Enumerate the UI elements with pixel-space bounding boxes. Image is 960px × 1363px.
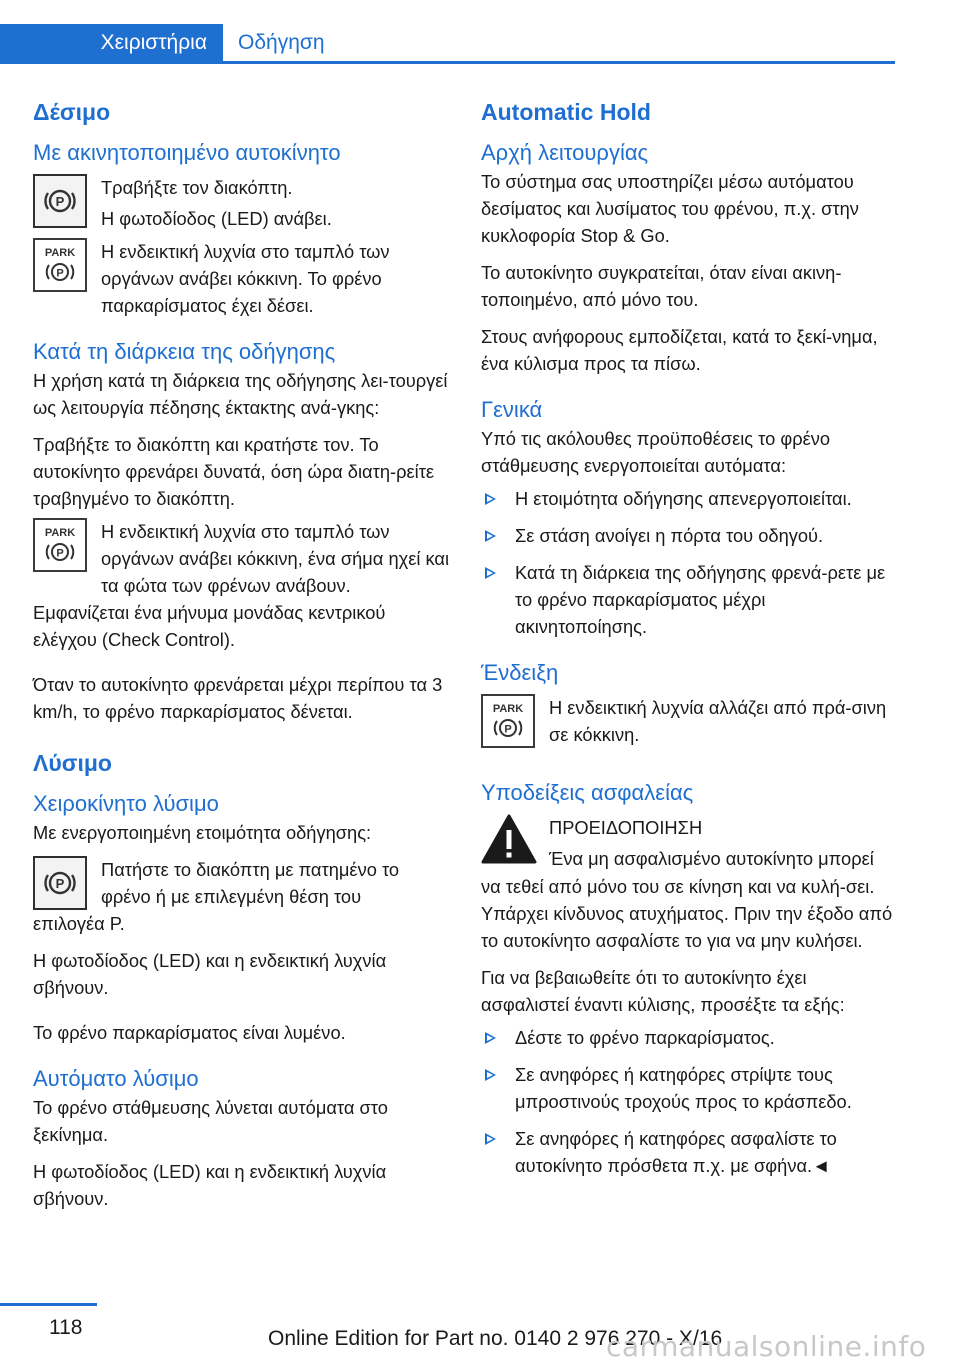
arrow-bullet-icon — [485, 1133, 496, 1145]
heading-automatic-hold: Automatic Hold — [481, 99, 651, 125]
driving-lamp-block — [33, 518, 453, 599]
stationary-lamp-block — [33, 238, 453, 319]
parking-brake-switch-icon — [33, 174, 87, 228]
list-item: Σε ανηφόρες ή κατηφόρες στρίψτε τους μπροστινούς τροχούς προς το κράσπεδο. — [481, 1061, 899, 1115]
arrow-bullet-icon — [485, 1032, 496, 1044]
svg-text:P: P — [55, 194, 65, 209]
general-paragraph-1: Υπό τις ακόλουθες προϋποθέσεις το φρένο στάθμευσης ενεργοποιείται αυτόματα: — [481, 428, 831, 476]
driving-paragraph-1: Η χρήση κατά τη διάρκεια της οδήγησης λει-τουργεί ως λειτουργία πέδησης έκτακτης ανά-γκης: — [33, 370, 448, 418]
stationary-line-2: Η φωτοδίοδος (LED) ανάβει. — [101, 208, 332, 229]
arrow-bullet-icon — [485, 530, 496, 542]
list-item: Σε στάση ανοίγει η πόρτα του οδηγού. — [481, 522, 899, 549]
indication-lamp-block — [481, 694, 899, 748]
manual-switch-block — [33, 856, 453, 910]
heading-indication: Ένδειξη — [481, 660, 559, 685]
park-indicator-lamp-icon — [33, 238, 87, 292]
svg-text:P: P — [504, 723, 512, 736]
svg-text:P: P — [55, 876, 65, 891]
principle-paragraph-1: Το σύστημα σας υποστηρίζει μέσω αυτόματου δεσίματος και λυσίματος του φρένου, π.χ. στην κυκλοφορία Stop & Go. — [481, 171, 859, 246]
heading-manual-release: Χειροκίνητο λύσιμο — [33, 791, 219, 816]
list-item: Κατά τη διάρκεια της οδήγησης φρενά-ρετε με το φρένο παρκαρίσματος μέχρι ακινητοποίησης. — [481, 559, 899, 640]
arrow-bullet-icon — [485, 567, 496, 579]
park-indicator-lamp-icon — [481, 694, 535, 748]
driving-lamp-text: Η ενδεικτική λυχνία στο ταμπλό των οργάνων ανάβει κόκκινη, ένα σήμα ηχεί και τα φώτα των φρένων ανάβουν. — [101, 521, 450, 596]
driving-paragraph-4: Όταν το αυτοκίνητο φρενάρεται μέχρι περίπου τα 3 km/h, το φρένο παρκαρίσματος δένεται. — [33, 674, 443, 722]
heading-safety: Υποδείξεις ασφαλείας — [481, 780, 694, 805]
principle-paragraph-3: Στους ανήφορους εμποδίζεται, κατά το ξεκί-νημα, ένα κύλισμα προς τα πίσω. — [481, 326, 878, 374]
warning-title: ΠΡΟΕΙΔΟΠΟΙΗΣΗ — [549, 817, 703, 838]
footer-divider — [0, 1303, 97, 1306]
park-indicator-lamp-icon — [33, 518, 87, 572]
heading-securing: Δέσιμο — [33, 99, 111, 125]
heading-stationary: Με ακινητοποιημένο αυτοκίνητο — [33, 140, 341, 165]
stationary-switch-block — [33, 174, 453, 232]
manual-paragraph-1: Με ενεργοποιημένη ετοιμότητα οδήγησης: — [33, 822, 372, 843]
arrow-bullet-icon — [485, 493, 496, 505]
warning-continuation: να τεθεί από μόνο του σε κίνηση και να κυλή-σει. Υπάρχει κίνδυνος ατυχήματος. Πριν την έξοδο από το αυτοκίνητο ασφαλίστε το για να μην κυλήσει. — [481, 876, 893, 951]
left-column — [33, 96, 453, 1212]
list-item: Σε ανηφόρες ή κατηφόρες ασφαλίστε το αυτοκίνητο πρόσθετα π.χ. με σφήνα.◄ — [481, 1125, 899, 1179]
stationary-line-1: Τραβήξτε τον διακόπτη. — [101, 177, 293, 198]
principle-paragraph-2: Το αυτοκίνητο συγκρατείται, όταν είναι ακινη-τοποιημένο, από μόνο του. — [481, 262, 842, 310]
manual-continuation: επιλογέα P. — [33, 913, 125, 934]
page-header — [0, 0, 960, 62]
list-item: Η ετοιμότητα οδήγησης απενεργοποιείται. — [481, 485, 899, 512]
general-list — [481, 485, 899, 640]
manual-paragraph-2: Η φωτοδίοδος (LED) και η ενδεικτική λυχνία σβήνουν. — [33, 950, 387, 998]
svg-text:P: P — [56, 547, 64, 560]
tab-driving[interactable] — [238, 24, 325, 61]
driving-paragraph-2: Τραβήξτε το διακόπτη και κρατήστε τον. Το αυτοκίνητο φρενάρει δυνατά, όση ώρα διατη-ρείτε τραβηγμένο το διακόπτη. — [33, 434, 435, 509]
page-number: 118 — [49, 1316, 83, 1339]
warning-line-1: Ένα μη ασφαλισμένο αυτοκίνητο μπορεί — [549, 848, 874, 869]
tab-controls[interactable] — [0, 24, 223, 61]
driving-paragraph-3: Εμφανίζεται ένα μήνυμα μονάδας κεντρικού ελέγχου (Check Control). — [33, 602, 386, 650]
safety-paragraph-1: Για να βεβαιωθείτε ότι το αυτοκίνητο έχει ασφαλιστεί έναντι κύλισης, προσέξτε τα εξής: — [481, 967, 845, 1015]
heading-principle: Αρχή λειτουργίας — [481, 140, 649, 165]
arrow-bullet-icon — [485, 1069, 496, 1081]
warning-block — [481, 814, 899, 873]
svg-text:PARK: PARK — [44, 527, 76, 539]
svg-text:PARK: PARK — [44, 247, 76, 259]
list-item: Δέστε το φρένο παρκαρίσματος. — [481, 1024, 899, 1051]
auto-paragraph-1: Το φρένο στάθμευσης λύνεται αυτόματα στο ξεκίνημα. — [33, 1097, 388, 1145]
tab-controls-label: Χειριστήρια — [100, 30, 207, 54]
heading-general: Γενικά — [481, 397, 543, 422]
manual-paragraph-3: Το φρένο παρκαρίσματος είναι λυμένο. — [33, 1022, 346, 1043]
edition-note: Online Edition for Part no. 0140 2 976 270 - X/16 — [268, 1327, 723, 1350]
watermark: carmanualsonline.info — [606, 1330, 927, 1363]
indication-lamp-text: Η ενδεικτική λυχνία αλλάζει από πρά-σινη σε κόκκινη. — [549, 697, 887, 745]
safety-list — [481, 1024, 899, 1179]
auto-paragraph-2: Η φωτοδίοδος (LED) και η ενδεικτική λυχνία σβήνουν. — [33, 1161, 387, 1209]
warning-triangle-icon — [481, 814, 537, 866]
heading-automatic-release: Αυτόματο λύσιμο — [33, 1066, 199, 1091]
stationary-lamp-text: Η ενδεικτική λυχνία στο ταμπλό των οργάνων ανάβει κόκκινη. Το φρένο παρκαρίσματος έχει δέσει. — [101, 241, 390, 316]
right-column — [481, 96, 899, 1179]
svg-text:P: P — [56, 267, 64, 280]
tab-driving-label: Οδήγηση — [238, 30, 325, 54]
header-divider — [0, 61, 895, 64]
svg-text:PARK: PARK — [492, 703, 524, 715]
heading-during-driving: Κατά τη διάρκεια της οδήγησης — [33, 339, 336, 364]
heading-releasing: Λύσιμο — [33, 750, 112, 776]
parking-brake-switch-icon — [33, 856, 87, 910]
manual-icon-text: Πατήστε το διακόπτη με πατημένο το φρένο ή με επιλεγμένη θέση του — [101, 859, 400, 907]
